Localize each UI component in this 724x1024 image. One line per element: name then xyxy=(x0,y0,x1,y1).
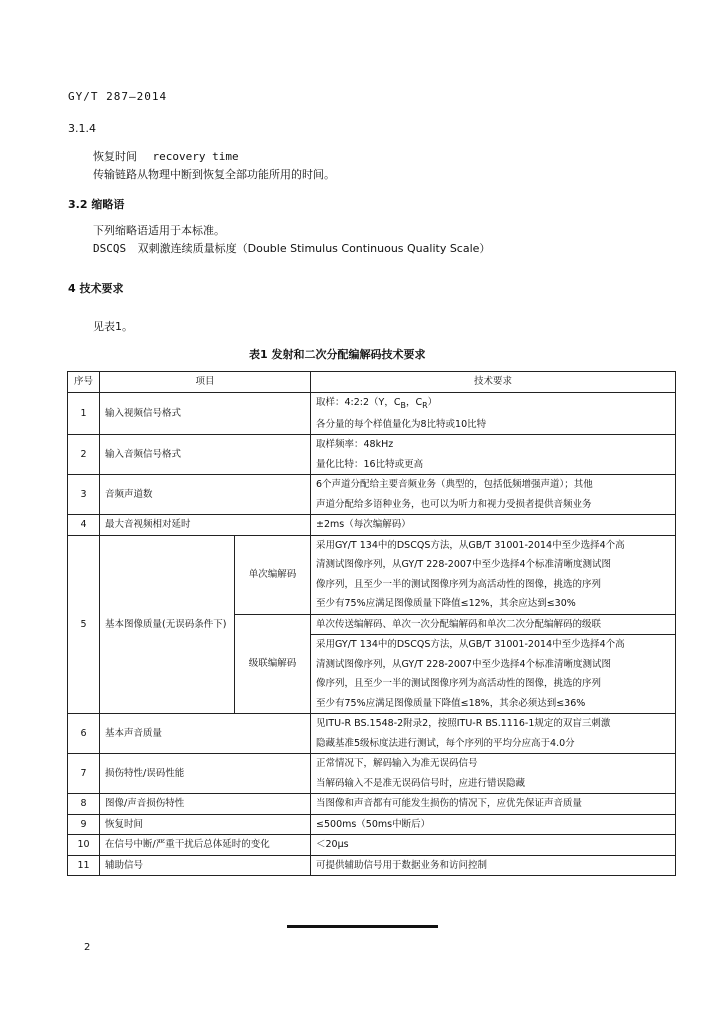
row-requirement: 可提供辅助信号用于数据业务和访问控制 xyxy=(311,855,676,876)
row-number: 4 xyxy=(68,515,100,536)
abbr-term: DSCQS xyxy=(93,242,127,255)
table-row xyxy=(68,475,676,515)
footer-rule xyxy=(287,925,438,928)
row-requirement: 6个声道分配给主要音频业务（典型的，包括低频增强声道）；其他 声道分配给多语种业务，也可以为听力和视力受损者提供音频业务 xyxy=(311,475,676,515)
row-requirement: 见ITU-R BS.1548-2附录2，按照ITU-R BS.1116-1规定的双盲三刺激 隐藏基准5级标度法进行测试，每个序列的平均分应高于4.0分 xyxy=(311,714,676,754)
row-number: 9 xyxy=(68,814,100,835)
standard-header: GY/T 287—2014 xyxy=(68,90,168,103)
table-row xyxy=(68,435,676,475)
row-number: 5 xyxy=(68,535,100,714)
term-cn: 恢复时间 xyxy=(93,150,137,163)
table-row xyxy=(68,535,676,614)
row-item: 损伤特性/误码性能 xyxy=(100,754,311,794)
table-row xyxy=(68,754,676,794)
row-item: 辅助信号 xyxy=(100,855,311,876)
row-item: 输入视频信号格式 xyxy=(100,392,311,435)
row-number: 2 xyxy=(68,435,100,475)
row-number: 8 xyxy=(68,794,100,815)
table-row xyxy=(68,855,676,876)
row-number: 3 xyxy=(68,475,100,515)
abbr-intro: 下列缩略语适用于本标准。 xyxy=(93,224,225,237)
row-requirement: 单次传送编解码、单次一次分配编解码和单次二次分配编解码的级联 采用GY/T 134中的DSCQS方法，从GB/T 31001-2014中至少选择4个高 清测试图像序列，从GY/T 228-2007中至少选择4个标准清晰度测试图 像序列，且至少一半的测试图像序列为高活动性的图像，挑选的序列 至少有75%应满足图像质量下降值≤18%，其余必须达到≤36% xyxy=(311,614,676,714)
table-row xyxy=(68,714,676,754)
row-requirement: ≤500ms（50ms中断后） xyxy=(311,814,676,835)
term-definition: 传输链路从物理中断到恢复全部功能所用的时间。 xyxy=(93,168,335,181)
row-item: 最大音视频相对延时 xyxy=(100,515,311,536)
table-header-row xyxy=(68,372,676,393)
abbr-definition: 双刺激连续质量标度（Double Stimulus Continuous Quality Scale） xyxy=(137,242,491,255)
row-requirement: ±2ms（每次编解码） xyxy=(311,515,676,536)
table-caption: 表1 发射和二次分配编解码技术要求 xyxy=(249,348,426,361)
row-subitem: 单次编解码 xyxy=(235,535,311,614)
row-item: 恢复时间 xyxy=(100,814,311,835)
col-header-no: 序号 xyxy=(68,372,100,393)
col-header-item: 项目 xyxy=(100,372,311,393)
page-number: 2 xyxy=(84,942,91,953)
row-number: 11 xyxy=(68,855,100,876)
row-requirement: ＜20μs xyxy=(311,835,676,856)
table-row xyxy=(68,835,676,856)
table-row xyxy=(68,794,676,815)
row-number: 10 xyxy=(68,835,100,856)
row-item: 基本声音质量 xyxy=(100,714,311,754)
table-row xyxy=(68,814,676,835)
row-number: 1 xyxy=(68,392,100,435)
requirements-table xyxy=(67,371,676,876)
section-3-2-heading: 3.2 缩略语 xyxy=(68,198,125,211)
row-item: 音频声道数 xyxy=(100,475,311,515)
row-subitem: 级联编解码 xyxy=(235,614,311,714)
section-4-heading: 4 技术要求 xyxy=(68,282,124,295)
term-line xyxy=(93,148,239,164)
row-item: 输入音频信号格式 xyxy=(100,435,311,475)
term-en: recovery time xyxy=(152,150,239,163)
table-reference: 见表1。 xyxy=(93,320,133,333)
table-row xyxy=(68,515,676,536)
row-requirement: 取样：4:2:2（Y，$C_B$，$C_R$） 各分量的每个样值量化为8比特或10比特 xyxy=(311,392,676,435)
row-requirement: 正常情况下，解码输入为准无误码信号 当解码输入不是准无误码信号时，应进行错误隐藏 xyxy=(311,754,676,794)
row-number: 6 xyxy=(68,714,100,754)
section-3-1-4-number: 3.1.4 xyxy=(68,122,96,135)
row-requirement: 取样频率：48kHz 量化比特：16比特或更高 xyxy=(311,435,676,475)
row-requirement: 采用GY/T 134中的DSCQS方法，从GB/T 31001-2014中至少选择4个高 清测试图像序列，从GY/T 228-2007中至少选择4个标准清晰度测试图 像序列，且至少一半的测试图像序列为高活动性的图像，挑选的序列 至少有75%应满足图像质量下降值≤12%，其余应达到≤30% xyxy=(311,535,676,614)
row-number: 7 xyxy=(68,754,100,794)
row-item: 基本图像质量(无误码条件下) xyxy=(100,535,235,714)
abbr-line xyxy=(93,240,490,256)
row-item: 图像/声音损伤特性 xyxy=(100,794,311,815)
row-requirement: 当图像和声音都有可能发生损伤的情况下，应优先保证声音质量 xyxy=(311,794,676,815)
table-row xyxy=(68,392,676,435)
row-item: 在信号中断/严重干扰后总体延时的变化 xyxy=(100,835,311,856)
col-header-req: 技术要求 xyxy=(311,372,676,393)
